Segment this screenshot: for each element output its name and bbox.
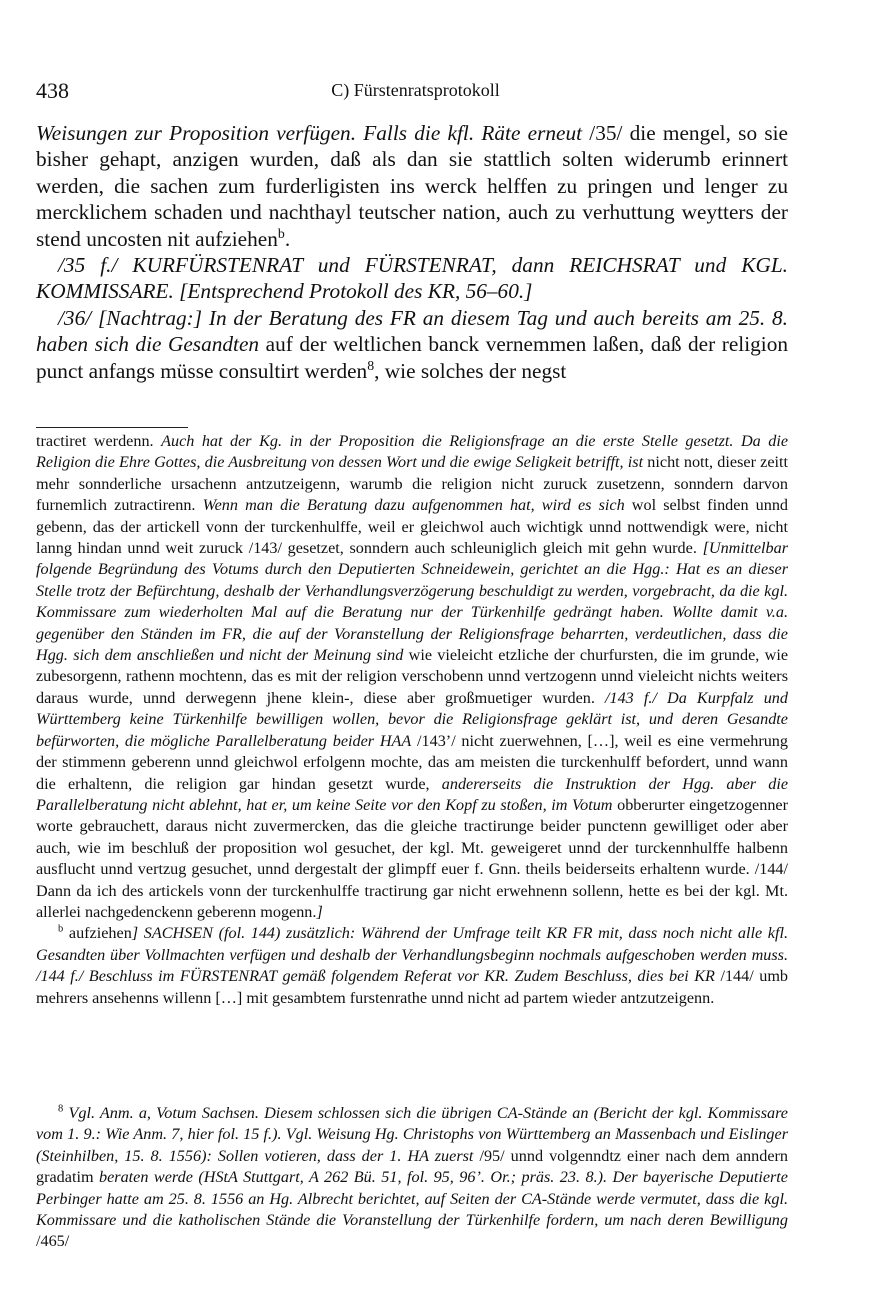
italic-span: /36/ [Nachtrag:] In der Beratung des FR an diesem Tag und auch bereits am 25. 8. haben sich die Gesandten bbox=[36, 305, 788, 357]
italic-span: beraten werde (HStA Stuttgart, A 262 Bü. 51, fol. 95, 96’. Or.; präs. 23. 8.). Der bayerische Deputierte Perbinger hatte am 25. 8. 1556 an Hg. Albrecht berichtet, auf Seiten der CA-Stände werde vermutet, dass die kgl. Kommissare und die katholischen Stände die Voranstellung der Türkenhilfe fordern, um nach deren Bewilligung bbox=[36, 1168, 788, 1230]
text-span: /143’/ nicht zuerwehnen, […], weil es eine vermehrung der stimmenn geberenn unnd gleichwol erfolgenn mochte, das am meisten die turckenhulff befordert, unnd wann die erhaltenn, die religion gar hindan gesetzt wurde, bbox=[36, 731, 788, 793]
italic-span: Weisungen zur Proposition verfügen. Falls die kfl. Räte erneut bbox=[36, 121, 583, 145]
text-span: /35/ die mengel, so sie bisher gehapt, anzigen wurden, daß als dan sie stattlich solten widerumb erinnert werden, die sachen zum furderligisten ins werck helffen zu pringen und lenger zu mercklichem schaden und nachthayl teutscher nation, auch zu verhuttung weytters der stend uncosten nit aufziehen bbox=[36, 121, 788, 251]
italic-span: andererseits die Instruktion der Hgg. aber die Parallelberatung nicht ablehnt, hat er, um keine Seite vor den Kopf zu stoßen, im Votum bbox=[36, 774, 789, 814]
text-span: aufziehen bbox=[68, 924, 132, 943]
footnote-8-marker: 8 bbox=[58, 1103, 64, 1115]
paragraph-1 bbox=[36, 120, 788, 252]
apparatus-notes bbox=[36, 431, 788, 1009]
italic-span: /143 f./ Da Kurpfalz und Württemberg keine Türkenhilfe bewilligen wollen, bevor die Religionsfrage geklärt ist, und deren Gesandte befürworten, die mögliche Parallelberatung beider HAA bbox=[36, 688, 788, 750]
italic-span: Auch hat der Kg. in der Proposition die Religionsfrage an die erste Stelle gesetzt. Da die Religion die Ehre Gottes, die Ausbreitung von dessen Wort und die ewige Seligkeit betrifft, ist bbox=[36, 432, 789, 472]
text-span: , wie solches der negst bbox=[374, 358, 567, 383]
footnote-rule bbox=[36, 427, 188, 428]
note-a-continuation bbox=[36, 431, 788, 923]
footnote-8 bbox=[36, 1103, 788, 1253]
paragraph-2: /35 f./ KURFÜRSTENRAT und FÜRSTENRAT, dann REICHSRAT und KGL. KOMMISSARE. [Entsprechend Protokoll des KR, 56–60.] bbox=[36, 253, 788, 304]
running-title: C) Fürstenratsprotokoll bbox=[331, 80, 500, 100]
text-span: wol selbst finden unnd gebenn, das der artickell vonn der turckenhulffe, weil er gleichwol auch wichtigk unnd nottwendigk were, nicht lanng hindan unnd weit zuruck /143/ gesetzet, sonndern auch schleuniglich gleich mit gehn wurde. bbox=[36, 496, 789, 558]
footnote-ref-b: b bbox=[277, 225, 285, 241]
note-b bbox=[36, 923, 788, 1009]
italic-span: Wenn man die Beratung dazu aufgenommen hat, wird es sich bbox=[202, 496, 625, 515]
paragraph-3 bbox=[36, 305, 788, 384]
italic-span: Vgl. Anm. a, Votum Sachsen. Diesem schlossen sich die übrigen CA-Stände an (Bericht der kgl. Kommissare vom 1. 9.: Wie Anm. 7, hier fol. 15 f.). Vgl. Weisung Hg. Christophs von Württemberg an Massenbach und Eislinger (Steinhilben, 15. 8. 1556): Sollen votieren, dass der 1. HA zuerst bbox=[36, 1104, 788, 1165]
text-span: /144/ umb mehrers ansehenns willenn […] mit gesambtem furstenrathe unnd nicht ad partem wieder antzutzeigenn. bbox=[36, 967, 789, 1007]
italic-span: [Unmittelbar folgende Begründung des Votums durch den Deputierten Schneidewein, gerichtet an die Hgg.: Hat es an dieser Stelle trotz der Befürchtung, deshalb der Verhandlungsverzögerung beschuldigt zu werden, vorgebracht, da die kgl. Kommissare zum wiederholten Mal auf die Beratung nur der Türkenhilfe gedrängt haben. Wollte damit v.a. gegenüber den Ständen im FR, die auf der Voranstellung der Religionsfrage beharrten, verdeutlichen, dass die Hgg. sich dem anschließen und nicht der Meinung sind bbox=[36, 539, 789, 665]
footnote-ref-8: 8 bbox=[367, 357, 375, 373]
italic-span: ] SACHSEN (fol. 144) zusätzlich: Während der Umfrage teilt KR FR mit, dass noch nicht alle kfl. Gesandten über Vollmachten verfügen und deshalb der Verhandlungsbeginn nochmals aufgeschoben werden muss. /144 f./ Beschluss im FÜRSTENRAT gemäß folgendem Referat vor KR. Zudem Beschluss, dies bei KR bbox=[36, 924, 788, 986]
page-header bbox=[36, 78, 795, 106]
text-span: wie vieleicht etzliche der churfursten, die im grunde, wie zubesorgenn, rathenn mochtenn, das es mit der religion verschobenn unnd vertzogenn unnd vieleicht nichts weiters daraus wurde, unnd derwegenn jhene klein-, diese aber großmuetiger wurden. bbox=[36, 646, 789, 707]
text-span: obberurter eingetzogenner worte gebrauchett, daraus nicht zuvermercken, das die gleiche tractirunge beider punctenn gewilliget oder aber auch, wie im beschluß der proposition wol gesuchet, der kgl. Mt. geweigeret unnd der turckennhulffe halbenn ausflucht unnd vertzug gesuchet, unnd dergestalt der glimpff euer f. Gnn. theils beiderseits erhaltenn wurde. /144/ Dann da ich des artickels vonn der turckenhulffe tractirung gar nicht erwehnenn sollenn, hette es bei der kgl. Mt. allerlei nachgedenckenn geberenn mogenn. bbox=[36, 795, 788, 921]
main-text bbox=[36, 120, 788, 384]
note-b-marker: b bbox=[58, 923, 64, 935]
commentary-notes bbox=[36, 1103, 788, 1253]
page-number: 438 bbox=[36, 78, 69, 103]
text-span: nicht nott, dieser zeitt mehr sonnderliche ursachenn antzutzeigenn, warumb die religion nicht zuruck zusetzenn, sonndern darvon furnemlich zutractirenn. bbox=[36, 453, 789, 515]
text-span: tractiret werdenn. bbox=[36, 432, 154, 450]
text-span: . bbox=[284, 226, 291, 251]
italic-span: ] bbox=[316, 902, 323, 921]
text-span: auf der weltlichen banck vernemmen laßen, daß der religion punct anfangs müsse consultirt werden bbox=[36, 332, 789, 383]
text-span: /465/ bbox=[36, 1232, 70, 1251]
text-span: /95/ unnd volgenndtz einer nach dem anndern gradatim bbox=[36, 1146, 788, 1187]
